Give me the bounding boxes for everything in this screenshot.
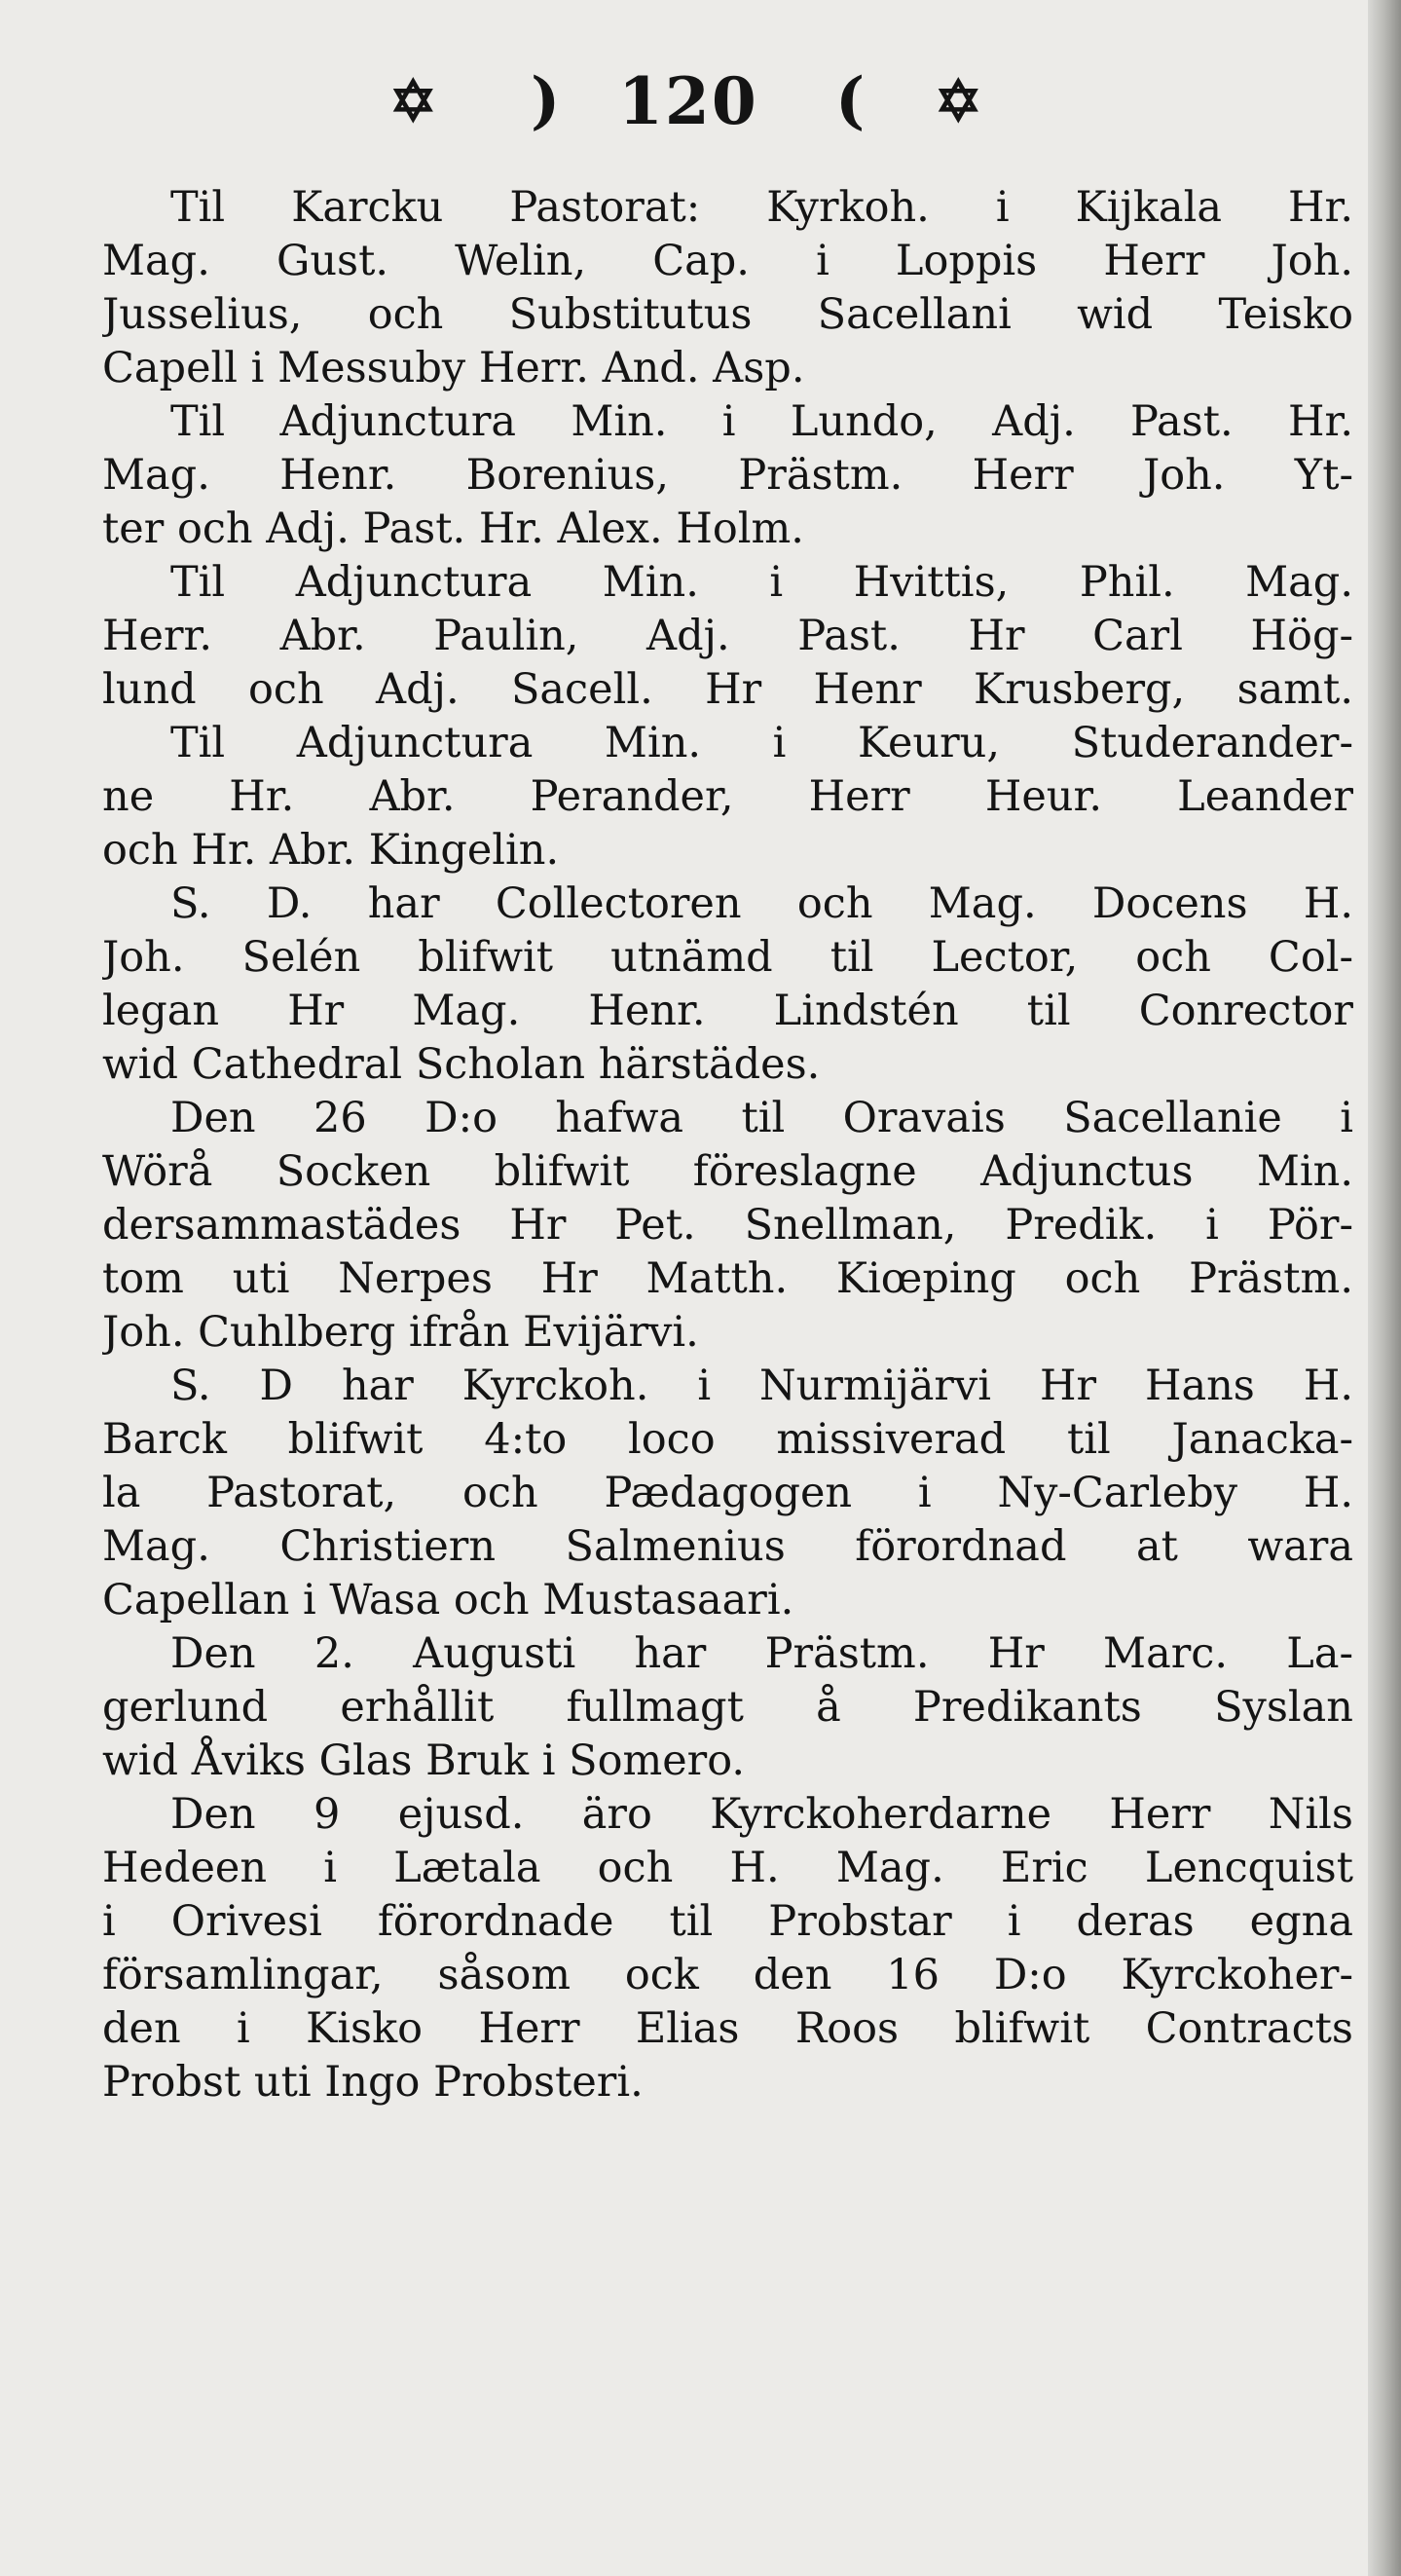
text-line: Mag. Christiern Salmenius förordnad at wara	[102, 1522, 1353, 1571]
text-line: legan Hr Mag. Henr. Lindstén til Conrector	[102, 987, 1353, 1035]
text-line: Jusselius, och Substitutus Sacellani wid Teisko	[102, 290, 1353, 339]
text-line: S. D. har Collectoren och Mag. Docens H.	[170, 879, 1353, 928]
text-line: Til Adjunctura Min. i Hvittis, Phil. Mag.	[170, 558, 1353, 607]
text-line: tom uti Nerpes Hr Matth. Kiœping och Prästm.	[102, 1254, 1353, 1303]
text-line: Capellan i Wasa och Mustasaari.	[102, 1576, 794, 1624]
text-line: ter och Adj. Past. Hr. Alex. Holm.	[102, 504, 804, 553]
text-line: Hedeen i Lætala och H. Mag. Eric Lencquist	[102, 1844, 1353, 1892]
page-number: 120	[618, 63, 758, 139]
text-line: Joh. Cuhlberg ifrån Evijärvi.	[102, 1308, 699, 1357]
text-line: Wörå Socken blifwit föreslagne Adjunctus Min.	[102, 1147, 1353, 1196]
text-line: församlingar, såsom ock den 16 D:o Kyrckoher-	[102, 1951, 1353, 1999]
text-line: Herr. Abr. Paulin, Adj. Past. Hr Carl Hög-	[102, 612, 1353, 660]
text-line: wid Cathedral Scholan härstädes.	[102, 1040, 821, 1089]
text-line: gerlund erhållit fullmagt å Predikants Syslan	[102, 1683, 1353, 1732]
star-ornament-icon: ✡	[389, 68, 437, 134]
text-line: Capell i Messuby Herr. And. Asp.	[102, 344, 805, 392]
page-header	[370, 60, 1051, 150]
text-line: la Pastorat, och Pædagogen i Ny-Carleby H.	[102, 1469, 1353, 1517]
text-line: wid Åviks Glas Bruk i Somero.	[102, 1736, 746, 1785]
text-line: lund och Adj. Sacell. Hr Henr Krusberg, samt.	[102, 665, 1353, 714]
text-line: Den 26 D:o hafwa til Oravais Sacellanie i	[170, 1094, 1353, 1142]
text-line: Til Adjunctura Min. i Keuru, Studerander-	[170, 719, 1353, 767]
star-ornament-icon: ✡	[935, 68, 982, 134]
page-edge-shadow	[1368, 0, 1401, 2576]
text-line: i Orivesi förordnade til Probstar i deras egna	[102, 1897, 1353, 1946]
text-line: dersammastädes Hr Pet. Snellman, Predik. i Pör-	[102, 1201, 1353, 1250]
text-line: och Hr. Abr. Kingelin.	[102, 826, 560, 875]
text-line: Probst uti Ingo Probsteri.	[102, 2058, 644, 2107]
body-text	[102, 181, 1353, 2109]
text-line: Barck blifwit 4:to loco missiverad til Janacka-	[102, 1415, 1353, 1464]
text-line: Joh. Selén blifwit utnämd til Lector, och Col-	[102, 933, 1353, 982]
text-line: S. D har Kyrckoh. i Nurmijärvi Hr Hans H.	[170, 1362, 1353, 1410]
header-bracket-left: )	[531, 64, 561, 137]
text-line: Den 9 ejusd. äro Kyrckoherdarne Herr Nils	[170, 1790, 1353, 1839]
text-line: Til Adjunctura Min. i Lundo, Adj. Past. Hr.	[170, 397, 1353, 446]
text-line: Mag. Henr. Borenius, Prästm. Herr Joh. Yt-	[102, 451, 1353, 500]
text-line: den i Kisko Herr Elias Roos blifwit Contracts	[102, 2004, 1353, 2053]
text-line: Den 2. Augusti har Prästm. Hr Marc. La-	[170, 1629, 1353, 1678]
header-bracket-right: (	[835, 64, 866, 137]
text-line: Til Karcku Pastorat: Kyrkoh. i Kijkala Hr.	[170, 183, 1353, 232]
text-line: ne Hr. Abr. Perander, Herr Heur. Leander	[102, 772, 1353, 821]
text-line: Mag. Gust. Welin, Cap. i Loppis Herr Joh.	[102, 237, 1353, 285]
